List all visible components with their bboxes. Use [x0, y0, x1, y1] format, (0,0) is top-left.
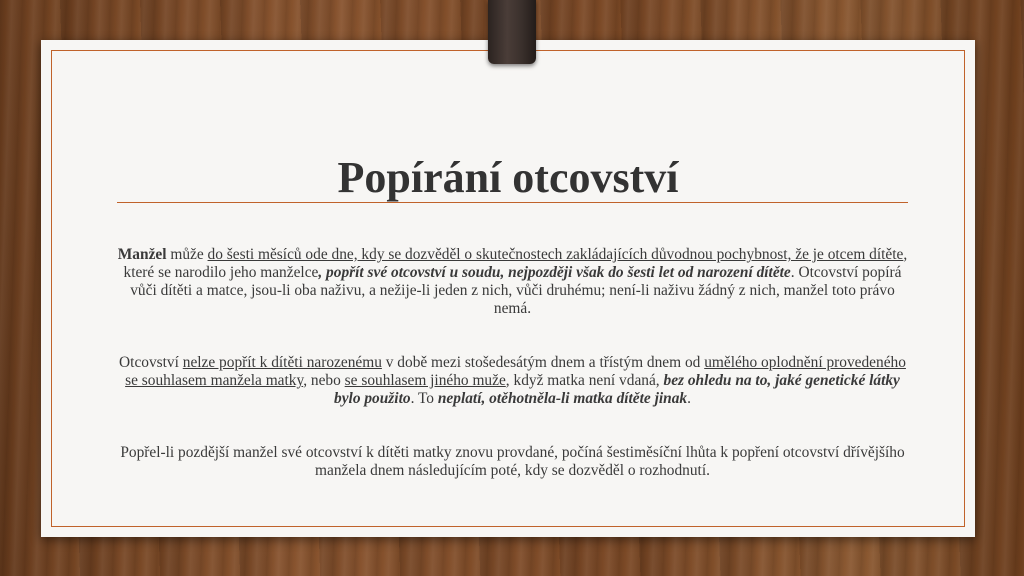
text: , které se narodilo jeho manželce [123, 246, 908, 281]
text-bold: Manžel [117, 246, 167, 263]
paragraph-artificial-insemination [117, 354, 908, 408]
text-bold-italic: bez ohledu na to, jaké genetické látky bylo použito [334, 372, 900, 407]
text: Popřel-li pozdější manžel své otcovství k dítěti matky znovu provdané, počíná šestiměsíční lhůta k popření otcovství dřívějšího manžela dnem následujícím poté, kdy se dozvěděl o rozhodnutí. [120, 444, 905, 479]
text: . [687, 390, 691, 407]
text: . To [410, 390, 438, 407]
text: . Otcovství popírá vůči dítěti a matce, jsou-li oba naživu, a nežije-li jeden z nich, vůči druhému; není-li naživu žádný z nich, manžel toto právo nemá. [130, 264, 902, 317]
text: Otcovství [119, 354, 183, 371]
text-underlined: umělého oplodnění provedeného se souhlasem manžela matky [125, 354, 906, 389]
title-divider [117, 202, 908, 203]
binder-clip [488, 0, 536, 64]
slide-body [117, 246, 908, 479]
slide-title: Popírání otcovství [337, 153, 679, 202]
text: , když matka není vdaná, [505, 372, 664, 389]
paragraph-remarriage [117, 444, 908, 480]
text: v době mezi stošedesátým dnem a třístým dnem od [381, 354, 705, 371]
text-underlined: se souhlasem jiného muže [344, 372, 506, 389]
text: může [166, 246, 208, 263]
text-underlined: nelze popřít k dítěti narozenému [182, 354, 382, 371]
text-bold-italic: neplatí, otěhotněla-li matka dítěte jinak [437, 390, 688, 407]
text: , nebo [303, 372, 345, 389]
text-underlined: do šesti měsíců ode dne, kdy se dozvěděl o skutečnostech zakládajících důvodnou pochybnost, že je otcem dítěte [207, 246, 904, 263]
text-bold-italic: , popřít své otcovství u soudu, nejpozději však do šesti let od narození dítěte [318, 264, 791, 281]
paragraph-husband-contest [117, 246, 908, 318]
slide-card [41, 40, 975, 537]
